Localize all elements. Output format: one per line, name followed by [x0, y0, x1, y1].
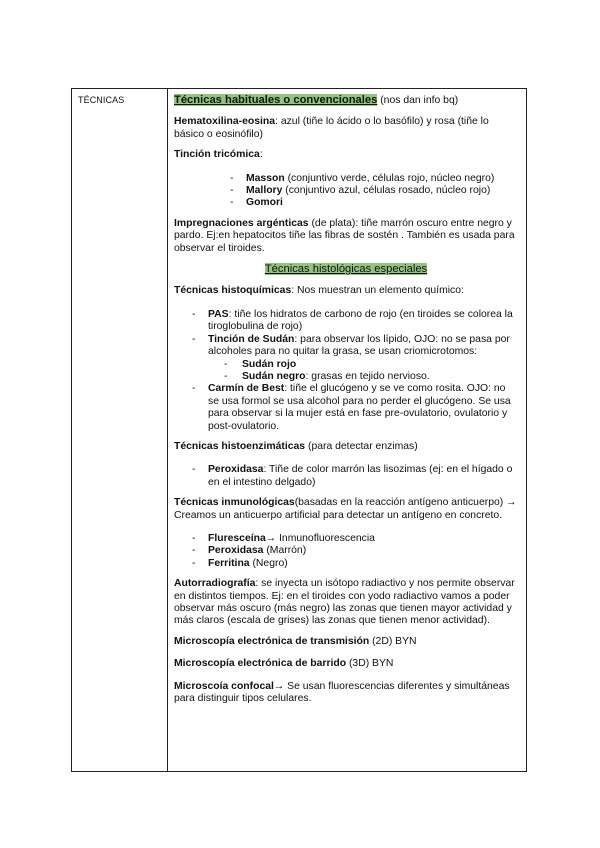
list-item — [174, 309, 518, 334]
item-term: Masson — [246, 172, 285, 184]
hematoxilina-term: Hematoxilina-eosina — [174, 116, 276, 128]
section-special-heading — [174, 263, 518, 276]
meb-term: Microscopía electrónica de barrido — [174, 658, 347, 670]
inmunologicas-list — [174, 533, 518, 570]
item-text: (Marrón) — [263, 545, 307, 557]
item-text: : grasas en tejido nervioso. — [305, 370, 430, 382]
meb-text: (3D) BYN — [346, 658, 394, 670]
item-term: Ferritina — [208, 557, 250, 569]
meb-paragraph — [174, 658, 518, 670]
impregnaciones-text: (de plata): tiñe marrón oscuro entre negro y pardo. Ej:en hepatocitos tiñe las fibras de sostén . También es usada para observar el tiroides. — [174, 217, 515, 254]
item-text: (Negro) — [249, 557, 288, 569]
list-item — [174, 558, 518, 570]
list-item — [174, 334, 518, 384]
item-term: PAS — [208, 308, 229, 320]
conventional-note: (nos dan info bq) — [377, 95, 459, 106]
hematoxilina-text: : azul (tiñe lo ácido o lo basófilo) y rosa (tiñe lo básico o eosinófilo) — [174, 116, 489, 140]
list-item — [174, 197, 518, 209]
histoquimicas-term: Técnicas histoquímicas — [174, 285, 292, 297]
tricomica-term: Tinción tricómica — [174, 149, 260, 161]
notes-table — [71, 88, 527, 772]
item-term: Gomori — [246, 197, 283, 209]
confocal-paragraph — [174, 681, 518, 706]
list-item — [174, 533, 518, 545]
list-item — [174, 185, 518, 197]
inmunologicas-paragraph — [174, 497, 518, 522]
inmunologicas-text: (basadas en la reacción antígeno anticuerpo) → Creamos un anticuerpo artificial para detectar un antígeno en concreto. — [174, 497, 517, 521]
histoquimicas-list — [174, 309, 518, 433]
item-term: Sudán negro — [242, 370, 306, 382]
item-term: Fluresceína — [208, 532, 266, 544]
tricomica-paragraph — [174, 149, 518, 161]
histoenzimaticas-text: (para detectar enzimas) — [305, 440, 418, 452]
list-item — [208, 371, 518, 383]
met-text: (2D) BYN — [369, 635, 417, 647]
hematoxilina-paragraph — [174, 116, 518, 141]
item-text: : tiñe los hidratos de carbono de rojo (en tiroides se colorea la tiroglobulina de rojo) — [208, 308, 513, 333]
sudan-sublist — [208, 359, 518, 384]
histoenzimaticas-list — [174, 464, 518, 489]
confocal-text: → Se usan fluorescencias diferentes y simultáneas para distinguir tipos celulares. — [174, 680, 510, 705]
impregnaciones-paragraph — [174, 218, 518, 255]
item-text: : tiñe el glucógeno y se ve como rosita. OJO: no se usa formol se usa alcohol para no perder el glucógeno. Se usa para observar si la mujer está en fase pre-ovulatorio, ovulatorio y post-ovulatorio. — [208, 383, 511, 432]
autorradiografia-paragraph — [174, 578, 518, 628]
section-conventional-heading — [174, 94, 518, 107]
autorradiografia-text: : se inyecta un isótopo radiactivo y nos permite observar en distintos tiempos. Ej: en el tiroides con yodo radiactivo vamos a poder observar más oscuro (más negro) las zonas que tienen mayor actividad y más claros (escala de grises) las zonas que tienen menor actividad). — [174, 578, 515, 627]
histoquimicas-text: : Nos muestran un elemento químico: — [291, 285, 464, 297]
special-title: Técnicas histológicas especiales — [264, 263, 428, 276]
tricomica-text: : — [259, 149, 263, 161]
histoenzimaticas-term: Técnicas histoenzimáticas — [174, 440, 306, 452]
histoenzimaticas-paragraph — [174, 441, 518, 453]
item-text: : Tiñe de color marrón las lisozimas (ej: en el hígado o en el intestino delgado) — [208, 464, 513, 488]
autorradiografia-term: Autorradiografía — [174, 578, 256, 590]
met-paragraph — [174, 636, 518, 648]
met-term: Microscopía electrónica de transmisión — [174, 635, 370, 647]
list-item — [174, 545, 518, 557]
list-item — [174, 173, 518, 185]
item-text: (conjuntivo azul, células rosado, núcleo rojo) — [282, 185, 491, 197]
item-term: Peroxidasa — [208, 545, 264, 557]
list-item — [174, 464, 518, 489]
impregnaciones-term: Impregnaciones argénticas — [174, 217, 309, 229]
conventional-title: Técnicas habituales o convencionales — [174, 94, 378, 106]
item-term: Peroxidasa — [208, 464, 264, 476]
row-label: TÉCNICAS — [78, 95, 125, 105]
item-term: Sudán rojo — [242, 358, 297, 370]
item-text: (conjuntivo verde, células rojo, núcleo negro) — [284, 172, 495, 184]
list-item — [174, 383, 518, 433]
item-text: → Inmunofluorescencia — [265, 532, 375, 544]
right-column — [168, 89, 526, 771]
item-text: : para observar los lípido, OJO: no se pasa por alcoholes para no quitar la grasa, se usan criomicrotomos: — [208, 333, 510, 358]
inmunologicas-term: Técnicas inmunológicas — [174, 497, 295, 509]
item-term: Mallory — [246, 185, 283, 197]
item-term: Tinción de Sudán — [208, 333, 295, 345]
list-item — [208, 359, 518, 371]
confocal-term: Microscoía confocal — [174, 680, 274, 692]
histoquimicas-paragraph — [174, 285, 518, 297]
tricomica-list — [174, 173, 518, 210]
item-term: Carmín de Best — [208, 383, 285, 395]
left-column — [72, 89, 168, 771]
